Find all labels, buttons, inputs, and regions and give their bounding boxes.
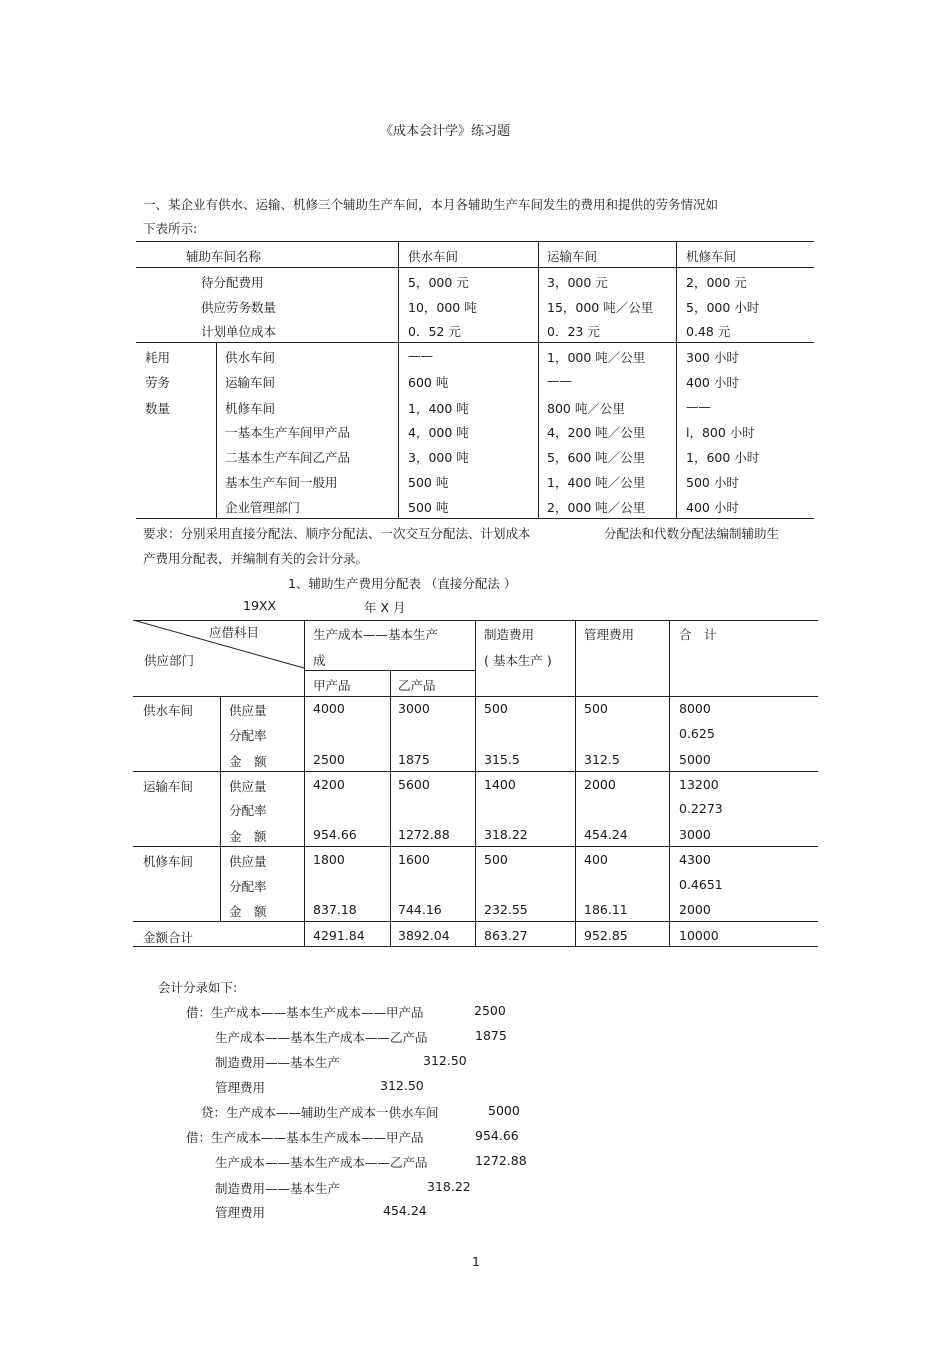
cell: 1272.88 [398,827,450,842]
header-repair: 机修车间 [686,249,737,264]
dept-label: 运输车间 [143,779,194,794]
cell: —— [686,399,711,414]
row-label: 供应量 [229,703,267,718]
journal-heading: 会计分录如下: [158,980,238,995]
journal-amount: 312.50 [423,1053,467,1068]
requirement-part-1: 要求：分别采用直接分配法、顺序分配法、一次交互分配法、计划成本 [143,526,531,541]
row-label: 金 额 [229,829,267,844]
cell: 1，400 吨／公里 [547,475,646,490]
cell: 315.5 [484,752,520,767]
header-dept-name: 辅助车间名称 [186,249,262,264]
intro-line-1: 一、某企业有供水、运输、机修三个辅助生产车间，本月各辅助生产车间发生的费用和提供的劳务情况如 [143,197,719,212]
dept-label: 供水车间 [143,703,194,718]
cell: 15，000 吨／公里 [547,300,654,315]
col-production-cost: 生产成本——基本生产 [313,627,439,642]
intro-line-2: 下表所示: [143,221,198,236]
cell: 500 [484,701,508,716]
cell: 1，400 吨 [408,401,469,416]
row-label: 基本生产车间一般用 [225,475,338,490]
cell: 312.5 [584,752,620,767]
cell: 300 小时 [686,350,739,365]
cell: 500 [584,701,608,716]
cell: 400 [584,852,608,867]
journal-amount: 2500 [474,1003,506,1018]
journal-entry: 制造费用——基本生产 [215,1055,341,1070]
cell: 954.66 [313,827,357,842]
cell: 3000 [679,827,711,842]
cell: 186.11 [584,902,628,917]
table2-caption: 1、辅助生产费用分配表 （直接分配法 ） [288,576,517,591]
row-label: 分配率 [229,879,267,894]
row-label: 分配率 [229,728,267,743]
cell: 1600 [398,852,430,867]
journal-amount: 1875 [475,1028,507,1043]
row-label: 机修车间 [225,401,276,416]
row-label: 分配率 [229,803,267,818]
row-label: 企业管理部门 [225,500,301,515]
row-label: 一基本生产车间甲产品 [225,425,351,440]
journal-entry: 生产成本——基本生产成本——乙产品 [215,1030,428,1045]
cell: 0.4651 [679,877,723,892]
cell: 4200 [313,777,345,792]
total-cell: 3892.04 [398,928,450,943]
header-water: 供水车间 [408,249,459,264]
cell: 4300 [679,852,711,867]
cell: —— [547,373,572,388]
cell: 5，600 吨／公里 [547,450,646,465]
journal-amount: 454.24 [383,1203,427,1218]
row-label: 金 额 [229,754,267,769]
row-label: 供水车间 [225,350,276,365]
cell: 500 吨 [408,500,449,515]
page-number: 1 [472,1254,480,1269]
row-label: 供应劳务数量 [201,300,277,315]
cell: 5600 [398,777,430,792]
journal-amount: 318.22 [427,1179,471,1194]
col-management: 管理费用 [584,627,635,642]
cell: 5，000 小时 [686,300,760,315]
col-product-a: 甲产品 [313,678,351,693]
cell: 4，000 吨 [408,425,469,440]
journal-entry: 借：生产成本——基本生产成本——甲产品 [186,1130,424,1145]
cell: 8000 [679,701,711,716]
journal-entry: 借：生产成本——基本生产成本——甲产品 [186,1005,424,1020]
cell: 2000 [584,777,616,792]
side-label: 数量 [145,401,171,416]
total-cell: 952.85 [584,928,628,943]
cell: 2500 [313,752,345,767]
cell: 800 吨／公里 [547,401,625,416]
col-total: 合 计 [679,627,717,642]
cell: 744.16 [398,902,442,917]
col-production-cost-2: 成 [313,653,326,668]
cell: 13200 [679,777,719,792]
col-product-b: 乙产品 [398,678,436,693]
row-label: 运输车间 [225,375,276,390]
document-title: 《成本会计学》练习题 [380,124,511,139]
cell: 3，000 吨 [408,450,469,465]
cell: 400 小时 [686,500,739,515]
journal-amount: 312.50 [380,1078,424,1093]
cell: 0.2273 [679,801,723,816]
cell: 1875 [398,752,430,767]
cell: 4，200 吨／公里 [547,425,646,440]
row-label: 计划单位成本 [201,324,277,339]
cell: 600 吨 [408,375,449,390]
cell: —— [408,348,433,363]
cell: 1，600 小时 [686,450,760,465]
col-manufacturing-2: ( 基本生产 ) [484,653,552,668]
cell: 1400 [484,777,516,792]
journal-entry: 生产成本——基本生产成本——乙产品 [215,1155,428,1170]
diagonal-top-label: 应借科目 [209,625,260,640]
journal-entry: 管理费用 [215,1080,266,1095]
cell: 4000 [313,701,345,716]
journal-entry: 贷：生产成本——辅助生产成本一供水车间 [201,1105,439,1120]
journal-entry: 制造费用——基本生产 [215,1181,341,1196]
cell: 3，000 元 [547,275,608,290]
cell: 2，000 元 [686,275,747,290]
cell: 0．52 元 [408,324,461,339]
cell: 837.18 [313,902,357,917]
journal-entry: 管理费用 [215,1205,266,1220]
total-label: 金额合计 [143,930,194,945]
journal-amount: 1272.88 [475,1153,527,1168]
journal-amount: 954.66 [475,1128,519,1143]
requirement-part-2: 分配法和代数分配法编制辅助生 [604,526,780,541]
date-year: 19XX [243,598,277,613]
diagonal-bottom-label: 供应部门 [144,653,195,668]
cell: 500 [484,852,508,867]
requirement-line-2: 产费用分配表，并编制有关的会计分录。 [143,551,369,566]
row-label: 供应量 [229,854,267,869]
row-label: 二基本生产车间乙产品 [225,450,351,465]
row-label: 待分配费用 [201,275,264,290]
cell: 500 吨 [408,475,449,490]
cell: 0.48 元 [686,324,731,339]
side-label: 劳务 [145,375,171,390]
date-month: 年 X 月 [364,600,406,615]
header-transport: 运输车间 [547,249,598,264]
total-cell: 4291.84 [313,928,365,943]
cell: 500 小时 [686,475,739,490]
row-label: 金 额 [229,904,267,919]
cell: 1，000 吨／公里 [547,350,646,365]
cell: 5000 [679,752,711,767]
dept-label: 机修车间 [143,854,194,869]
cell: 400 小时 [686,375,739,390]
cell: 2，000 吨／公里 [547,500,646,515]
cell: 0.625 [679,726,715,741]
cell: 10，000 吨 [408,300,477,315]
col-manufacturing: 制造费用 [484,627,535,642]
row-label: 供应量 [229,779,267,794]
total-cell: 863.27 [484,928,528,943]
cell: 2000 [679,902,711,917]
cell: 5，000 元 [408,275,469,290]
cell: 0．23 元 [547,324,600,339]
side-label: 耗用 [145,350,171,365]
cell: 3000 [398,701,430,716]
journal-amount: 5000 [488,1103,520,1118]
cell: l，800 小时 [686,425,755,440]
cell: 318.22 [484,827,528,842]
cell: 454.24 [584,827,628,842]
total-cell: 10000 [679,928,719,943]
cell: 232.55 [484,902,528,917]
cell: 1800 [313,852,345,867]
